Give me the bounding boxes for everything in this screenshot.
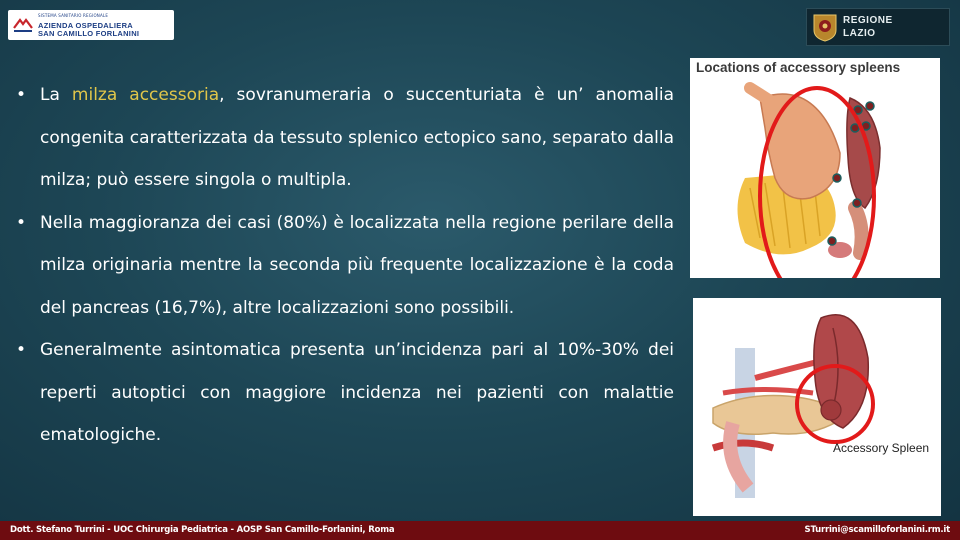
regione-logo: [806, 8, 950, 46]
top-figure-caption: Locations of accessory spleens: [696, 60, 901, 75]
anatomy-illustration: [690, 58, 940, 278]
footer-email: STurrini@scamilloforlanini.rm.it: [804, 525, 950, 535]
bullet-item: • Nella maggioranza dei casi (80%) è localizzata nella regione perilare della milza originaria mentre la seconda più frequente localizzazione è la coda del pancreas (16,7%), altre localizzazioni sono possibili.: [14, 202, 674, 330]
hospital-logo: [8, 10, 174, 40]
bullet1-rest: , sovranumeraria o succenturiata è un’ anomalia congenita caratterizzata da tessuto splenico ectopico sano, separato dalla milza; può essere singola o multipla.: [40, 85, 674, 190]
bottom-figure-caption: Accessory Spleen: [833, 441, 930, 455]
footer-author: Dott. Stefano Turrini - UOC Chirurgia Pediatrica - AOSP San Camillo-Forlanini, Roma: [10, 525, 395, 535]
hospital-mark-icon: [12, 16, 34, 34]
accessory-spleen-locations-figure: [690, 58, 940, 278]
spleen-illustration: [693, 298, 941, 516]
regione-emblem-icon: [811, 12, 839, 42]
bullet-item: [14, 74, 674, 202]
bullet-list: [14, 74, 674, 457]
accessory-spleen-figure: [693, 298, 941, 516]
bullet-item: • Generalmente asintomatica presenta un’incidenza pari al 10%-30% dei reperti autoptici con maggiore incidenza nei pazienti con malattie ematologiche.: [14, 329, 674, 457]
hospital-logo-line1: AZIENDA OSPEDALIERA: [38, 21, 134, 30]
hospital-logo-small-text: SISTEMA SANITARIO REGIONALE: [38, 13, 109, 18]
hospital-logo-line2: SAN CAMILLO FORLANINI: [38, 29, 140, 38]
regione-logo-line2: LAZIO: [843, 28, 876, 39]
bullet1-prefix: La: [40, 85, 72, 105]
regione-logo-line1: REGIONE: [843, 15, 893, 26]
bullet1-highlight: milza accessoria: [71, 85, 220, 105]
footer-bar: [0, 521, 960, 540]
